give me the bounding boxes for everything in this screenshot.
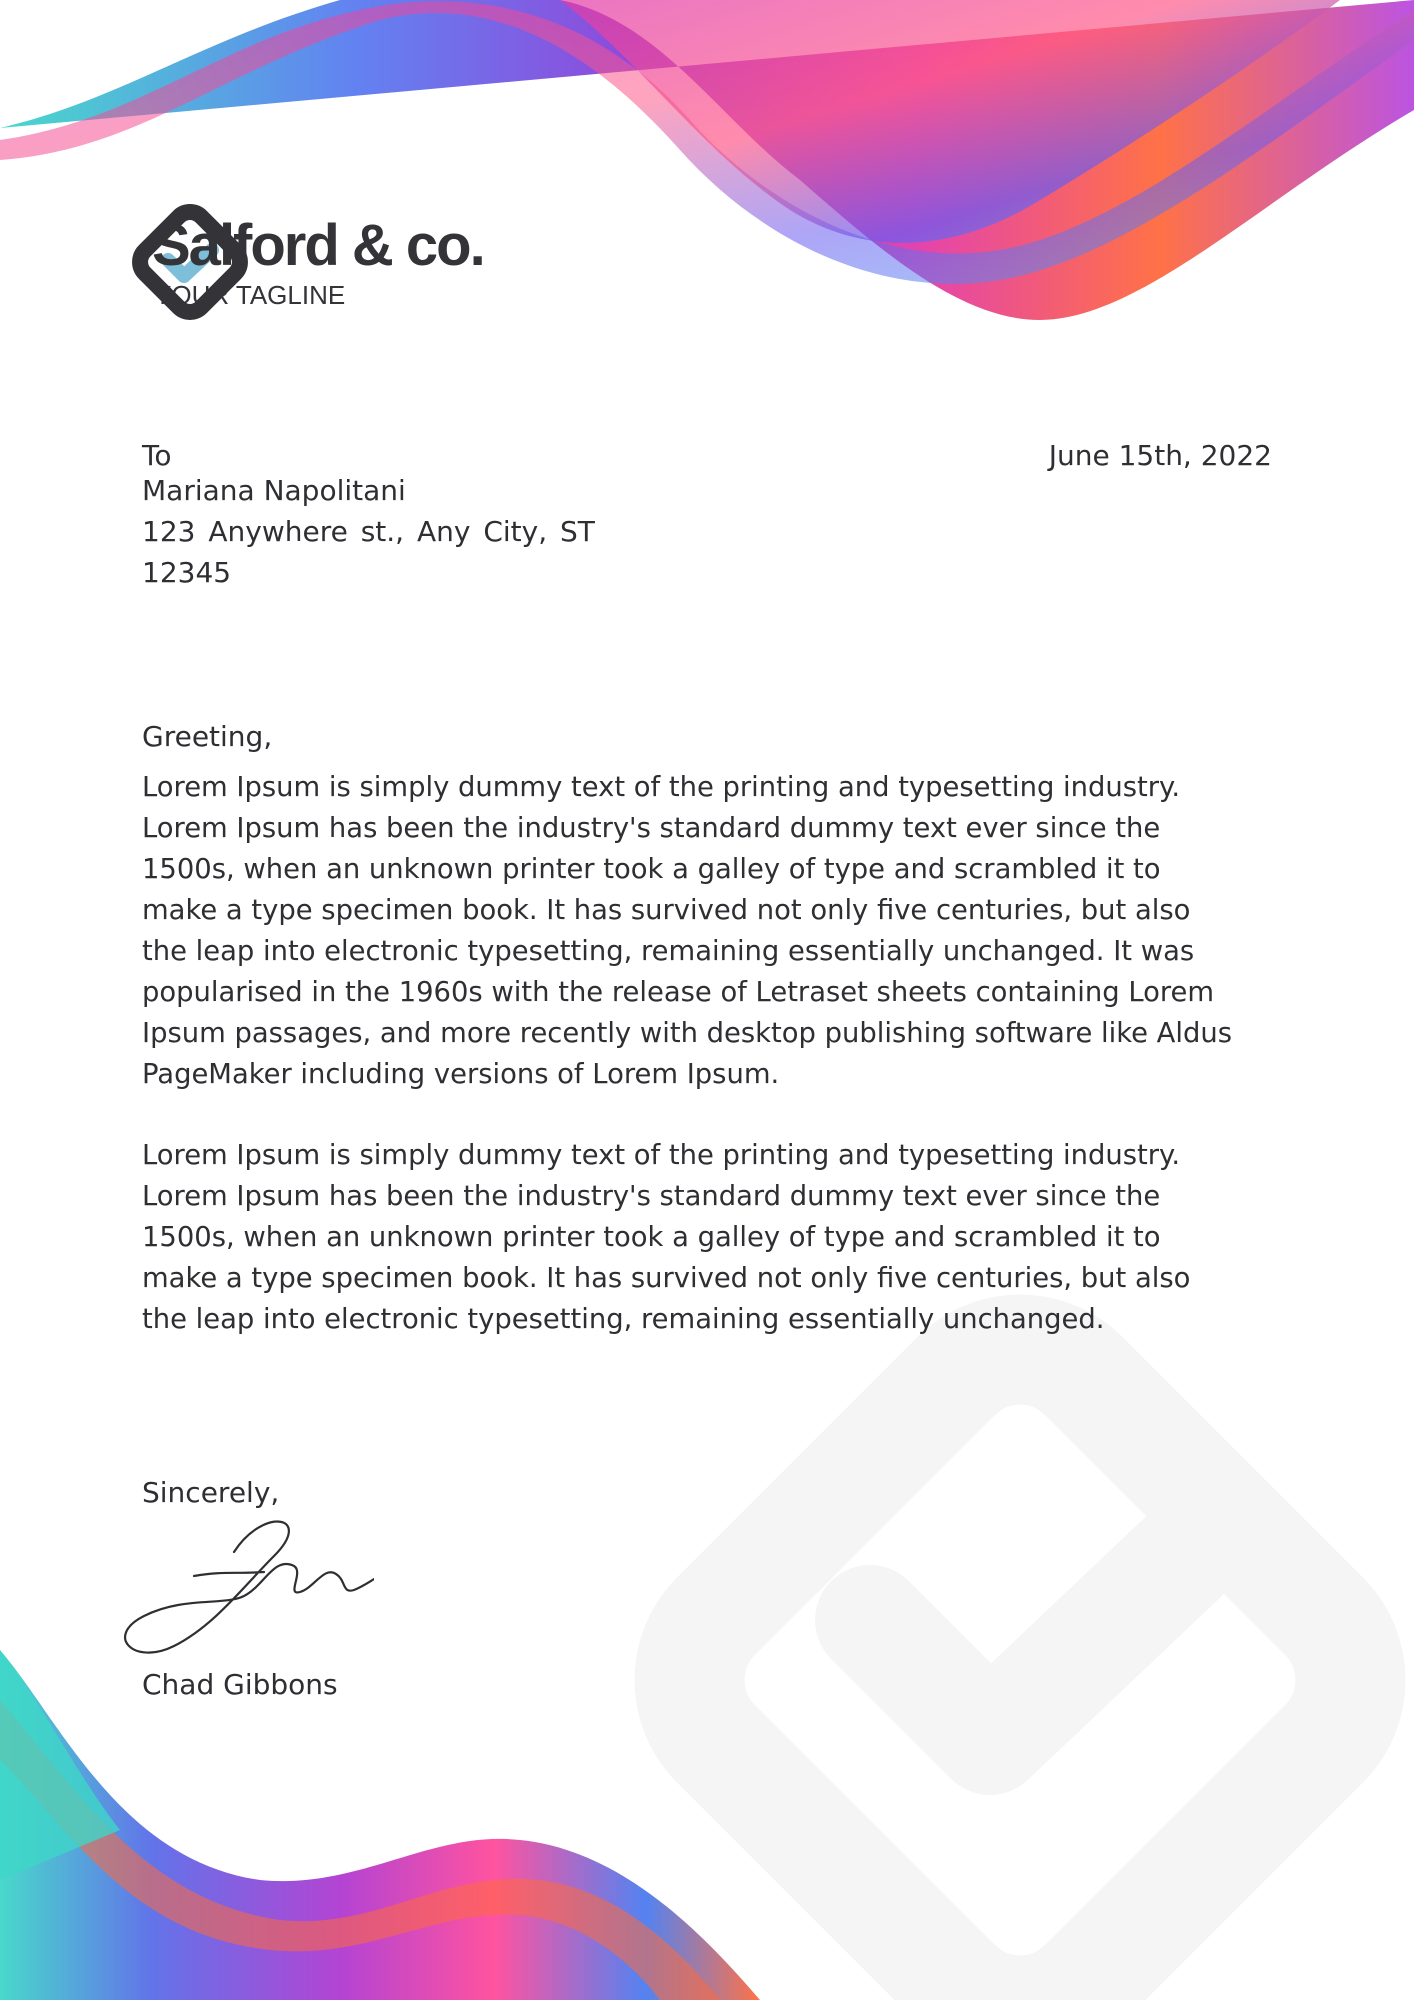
greeting: Greeting, xyxy=(142,720,273,753)
paragraph-line: 1500s, when an unknown printer took a galley of type and scrambled it to xyxy=(142,1222,1161,1253)
paragraph-line: make a type specimen book. It has survived not only five centuries, but also xyxy=(142,1263,1191,1294)
paragraph-line: Ipsum passages, and more recently with desktop publishing software like Aldus xyxy=(142,1018,1233,1049)
paragraph-line: popularised in the 1960s with the release of Letraset sheets containing Lorem xyxy=(142,977,1215,1008)
body-paragraph-1 xyxy=(142,767,1292,1095)
paragraph-line: Lorem Ipsum has been the industry's standard dummy text ever since the xyxy=(142,813,1161,844)
handwritten-signature xyxy=(114,1516,374,1656)
closing: Sincerely, xyxy=(142,1476,280,1509)
watermark-logo-icon xyxy=(652,1312,1387,2000)
paragraph-line: 1500s, when an unknown printer took a galley of type and scrambled it to xyxy=(142,854,1161,885)
recipient-name: Mariana Napolitani xyxy=(142,474,406,507)
recipient-address-line1: 123 Anywhere st., Any City, ST xyxy=(142,515,595,548)
recipient-address-line2: 12345 xyxy=(142,556,232,589)
to-label: To xyxy=(142,439,172,472)
signer-name: Chad Gibbons xyxy=(142,1668,338,1701)
brand-name: Salford & co. xyxy=(152,213,484,278)
paragraph-line: the leap into electronic typesetting, remaining essentially unchanged. xyxy=(142,1304,1105,1335)
paragraph-line: the leap into electronic typesetting, remaining essentially unchanged. It was xyxy=(142,936,1195,967)
body-paragraph-2 xyxy=(142,1135,1292,1340)
paragraph-line: Lorem Ipsum is simply dummy text of the printing and typesetting industry. xyxy=(142,772,1181,803)
paragraph-line: PageMaker including versions of Lorem Ipsum. xyxy=(142,1059,780,1090)
brand-tagline: YOUR TAGLINE xyxy=(154,280,346,310)
paragraph-line: make a type specimen book. It has survived not only five centuries, but also xyxy=(142,895,1191,926)
paragraph-line: Lorem Ipsum has been the industry's standard dummy text ever since the xyxy=(142,1181,1161,1212)
paragraph-line: Lorem Ipsum is simply dummy text of the printing and typesetting industry. xyxy=(142,1140,1181,1171)
letter-date: June 15th, 2022 xyxy=(1048,439,1272,472)
